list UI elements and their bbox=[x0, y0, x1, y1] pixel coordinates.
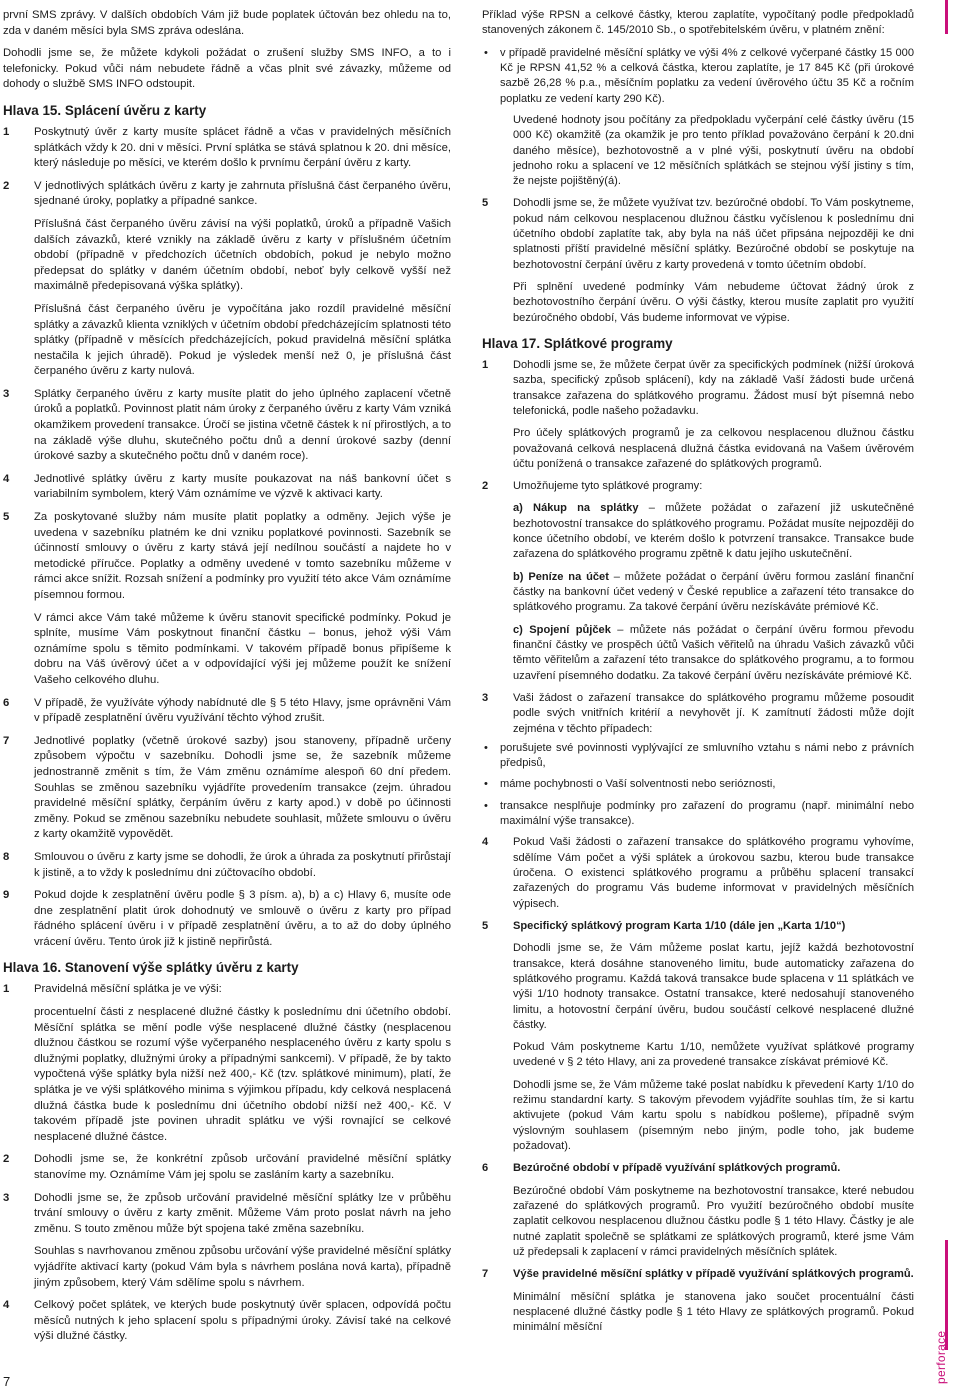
paragraph-text: Smlouvou o úvěru z karty jsme se dohodli, že úrok a úhrada za poskytnutí přirůstají k jistině, a to vždy k poslednímu dni zúčtovacího období. bbox=[34, 850, 451, 879]
section-number: 4 bbox=[3, 1299, 10, 1312]
paragraph-text: – můžete požádat o čerpání úvěru formou zaslání finanční částky na bankovní účet vedený v České republice a zařazení této transakce do splátkového programu. Za takové čerpání úvěru nezískáváte prémiové Kč. bbox=[513, 570, 914, 614]
paragraph bbox=[482, 1078, 914, 1155]
paragraph-text: Dohodli jsme se, že konkrétní způsob určování pravidelné měsíční splátky stanovíme my. Oznámíme Vám jej spolu se zasláním karty a sazebníku. bbox=[34, 1153, 451, 1181]
bullet-item: • porušujete své povinnosti vyplývající ze smluvního vztahu s námi nebo z právních předpisů, bbox=[482, 741, 914, 772]
paragraph bbox=[482, 1184, 914, 1261]
section-number: 7 bbox=[3, 734, 10, 747]
paragraph bbox=[3, 217, 451, 295]
paragraph-text: Umožňujeme tyto splátkové programy: bbox=[513, 480, 703, 493]
paragraph-text: Při splnění uvedené podmínky Vám nebudeme účtovat žádný úrok z bezhotovostního čerpání úvěru. O výši částky, kterou musíte zaplatit pro využití bezúročného období, Vás budeme informovat ve výpise. bbox=[513, 281, 914, 324]
paragraph bbox=[3, 1244, 451, 1291]
paragraph-text: Jednotlivé poplatky (včetně úrokové sazby) jsou stanoveny, případně určeny způsobem výpočtu v sazebníku. Dohodli jsme se, že sazebník můžeme jednostranně změnit s tím, že Vám změnu oznámíme alespoň 60 dní předem. Souhlas se změnou sazebníku vyjádříte provedením transakce (zejm. úhradou pravidelné měsíční splátky, čerpáním úvěru z karty apod.) v době po účinnosti změny. Pokud se změnou sazebníku nebudete souhlasit, můžete smlouvu o úvěru z karty okamžitě vypovědět. bbox=[34, 734, 451, 841]
paragraph-text: V rámci akce Vám také můžeme k úvěru stanovit specifické podmínky. Pokud je splníte, musíme Vám poskytnout finanční částku – bonus, jehož výši Vám oznámíme spolu s těmito podmínkami. V takovém případě bonus připíšeme k dobru na Váš úvěrový účet a v odpovídající výši jej můžeme použít ke snížení Vašeho celkového dluhu. bbox=[34, 611, 451, 686]
paragraph bbox=[3, 1298, 451, 1345]
bullet-item: • v případě pravidelné měsíční splátky ve výši 4% z celkové vyčerpané částky 15 000 Kč je RPSN 41,52 % a celková částka, kterou zaplatíte, je 17 845 Kč (při úrokové sazbě 26,28 % p.a., měsíčním poplatku za vedení úvěrového účtu 35 Kč a ročním poplatku ze vedení karty 290 Kč). bbox=[482, 46, 914, 107]
paragraph bbox=[3, 888, 451, 950]
paragraph bbox=[482, 623, 914, 684]
chapter-heading bbox=[3, 959, 451, 976]
paragraph-text: – můžete požádat o zařazení již uskutečněné bezhotovostní transakce do splátkového programu. Požádat musíte nejpozději do konce účetního období, ve kterém došlo k potvrzení transakce. Transakce bude zařazena do splátkového programu zpětně k datu jejího uskutečnění. bbox=[513, 502, 914, 561]
paragraph-text: V jednotlivých splátkách úvěru z karty je zahrnuta příslušná část čerpaného úvěru, sjednané úroky, poplatky a případné sankce. bbox=[34, 179, 451, 208]
paragraph bbox=[482, 113, 914, 190]
paragraph-text: Splátky čerpaného úvěru z karty musíte platit do jeho úplného zaplacení včetně úroků a poplatků. Povinnost platit nám úroky z čerpaného úvěru z karty Vám vzniká okamžikem provedení transakce. Úročí se jistina včetně částek k ní přirostlých, a to na základě výše dluhu, skutečného počtu dnů a denní úrokové sazby (denní úrokové sazby a skutečného počtu dnů v daném roce). bbox=[34, 387, 451, 463]
paragraph-text: Bezúročné období v případě využívání splátkových programů. bbox=[513, 1162, 841, 1175]
chapter-title: Splátkové programy bbox=[543, 335, 673, 351]
section-number: 6 bbox=[482, 1162, 489, 1175]
paragraph-text: Celkový počet splátek, ve kterých bude poskytnutý úvěr splacen, odpovídá počtu měsíců nutných k jeho splacení spolu s případnými úroky. Závisí také na celkové výši dlužné částky. bbox=[34, 1299, 451, 1343]
paragraph-text: V případě, že využíváte výhody nabídnuté dle § 5 této Hlavy, jsme oprávněni Vám v případě zesplatnění úvěru využívání těchto výhod zrušit. bbox=[34, 696, 451, 725]
paragraph-text: Jednotlivé splátky úvěru z karty musíte poukazovat na náš bankovní účet s variabilním symbolem, který Vám oznámíme ve výzvě k aktivaci karty. bbox=[34, 472, 451, 501]
paragraph bbox=[482, 196, 914, 273]
section-number: 8 bbox=[3, 850, 10, 863]
paragraph-text: Poskytnutý úvěr z karty musíte splácet řádně a včas v pravidelných měsíčních splátkách vždy k 20. dni v měsíci. První splátka se stává splatnou k 20. dni měsíce, který následuje po měsíci, ve kterém došlo k prvnímu čerpání úvěru z karty. bbox=[34, 125, 451, 170]
paragraph-text: Pravidelná měsíční splátka je ve výši: bbox=[34, 983, 222, 996]
section-number: 2 bbox=[482, 480, 489, 493]
paragraph-text: Uvedené hodnoty jsou počítány za předpokladu vyčerpání celé částky úvěru (15 000 Kč) okamžitě (za okamžik je pro tento příklad považováno čerpání k 20.dni daného měsíce), bezhotovostně a v plné výši, poskytnutí úvěru na období jednoho roku a splacení ve 12 měsíčních splátkách se stejnou výší jistiny s tím, že nejste pojištěný(á). bbox=[513, 113, 914, 188]
paragraph bbox=[3, 387, 451, 465]
paragraph bbox=[482, 426, 914, 472]
paragraph bbox=[482, 1161, 914, 1176]
section-number: 3 bbox=[3, 1191, 10, 1204]
paragraph bbox=[3, 611, 451, 689]
paragraph-text: – můžete nás požádat o čerpání úvěru formou převodu finanční částky ve prospěch účtů Vašich věřitelů na úhradu Vašich závazků vůči těmto věřitelům a zařazení této transakce do splátkového programu, a to formou uzavření písemného dodatku. Za takové čerpání úvěru nezískáváte prémiové Kč. bbox=[513, 623, 914, 682]
section-number: 4 bbox=[482, 836, 489, 849]
chapter-heading bbox=[482, 335, 914, 352]
section-number: 1 bbox=[482, 358, 489, 371]
paragraph bbox=[482, 941, 914, 1033]
paragraph-text: Pokud Vám poskytneme Kartu 1/10, nemůžete využívat splátkové programy uvedené v § 2 této Hlavy, ani za provedené transakce získávat prémiové Kč. bbox=[513, 1041, 914, 1069]
paragraph-text: Dohodli jsme se, že můžete využívat tzv. bezúročné období. To Vám poskytneme, pokud nám celkovou nesplacenou dlužnou částku vyčíslenou k poslednímu dni účetního období zaplatíte tak, aby byla na náš účet připsána nejpozději ke dni splatnosti příští pravidelné měsíční splátky. Bezúročné období se poskytuje na bezhotovostní čerpání úvěru z karty provedená v tomto účetním období. bbox=[513, 197, 915, 271]
page-number: 7 bbox=[3, 1374, 11, 1389]
bullet-list bbox=[482, 741, 914, 830]
chapter-label: Hlava 17. bbox=[482, 335, 541, 351]
paragraph bbox=[3, 510, 451, 604]
paragraph-text: Specifický splátkový program Karta 1/10 (dále jen „Karta 1/10“) bbox=[513, 919, 846, 932]
paragraph bbox=[482, 691, 914, 737]
section-number: 6 bbox=[3, 696, 10, 709]
paragraph-text: Dohodli jsme se, že Vám můžeme poslat kartu, jejíž každá bezhotovostní transakce, která dosáhne stanoveného limitu, bude automaticky zařazena do splátkového programu. Každá taková transakce bude splacena v 11 splátkách ve výši 1/10 hodnoty transakce. Ostatní transakce, které nedosahují stanoveného limitu, a hotovostní čerpání úvěru, budou součástí celkové nesplacené dlužné částky. bbox=[513, 942, 914, 1031]
paragraph bbox=[482, 919, 914, 934]
paragraph bbox=[3, 179, 451, 210]
section-number: 5 bbox=[3, 511, 10, 524]
paragraph bbox=[3, 1191, 451, 1238]
program-title: a) Nákup na splátky bbox=[513, 502, 639, 515]
paragraph bbox=[3, 472, 451, 503]
paragraph bbox=[482, 1267, 914, 1282]
section-number: 1 bbox=[3, 125, 10, 138]
paragraph bbox=[3, 696, 451, 727]
paragraph-text: první SMS zprávy. V dalších obdobích Vám již bude poplatek účtován bez ohledu na to, zda v daném měsíci byla SMS zpráva odeslána. bbox=[3, 9, 451, 37]
bullet-list bbox=[482, 46, 914, 107]
section-number: 7 bbox=[482, 1268, 489, 1281]
paragraph bbox=[482, 501, 914, 562]
section-number: 2 bbox=[3, 179, 10, 192]
section-number: 1 bbox=[3, 983, 10, 996]
paragraph bbox=[482, 358, 914, 419]
paragraph bbox=[3, 734, 451, 843]
section-number: 4 bbox=[3, 472, 10, 485]
paragraph-text: procentuelní části z nesplacené dlužné částky k poslednímu dni účetního období. Měsíční splátka se mění podle výše nesplacené dlužné částky (nesplacenou dlužnou částkou se rozumí výše vyčerpaného nesplaceného úvěru z karty spolu s dlužnými poplatky, dlužnými úroky a případnými sankcemi). V případě, že by takto vypočtená výše splátky byla nižší než 400,- Kč (tzv. splátkové minimum), platí, že splátka je ve výši splátkového minima s výjimkou případu, kdy celková nesplacená dlužná částka bude k poslednímu dni účetního období nižší než 400,- Kč. V takovém případě jste povinen uhradit splátku ve výši rovnající se celkové nesplacené dlužné částce. bbox=[34, 1006, 451, 1143]
accent-bar bbox=[945, 0, 948, 34]
paragraph bbox=[482, 479, 914, 494]
paragraph bbox=[482, 835, 914, 912]
paragraph-text: Pro účely splátkových programů je za celkovou nesplacenou dlužnou částku považovaná celková nesplacená dlužná částka evidovaná na Vašem úvěrovém účtu ponížená o transakce zařazené do splátkových programů. bbox=[513, 427, 914, 470]
paragraph-text: Vaši žádost o zařazení transakce do splátkového programu můžeme posoudit podle svých vnitřních kritérií a nevyhovět jí. K zamítnutí žádosti může dojít zejména v těchto případech: bbox=[513, 691, 914, 735]
paragraph bbox=[482, 570, 914, 616]
paragraph-text: Minimální měsíční splátka je stanovena jako součet procentuální části nesplacené dlužné částky podle § 1 této Hlavy ze splátkových programů. Pokud minimální měsíční bbox=[513, 1290, 914, 1334]
chapter-title: Stanovení výše splátky úvěru z karty bbox=[64, 960, 299, 976]
right-column bbox=[482, 8, 914, 1342]
brand-label: perforace bbox=[934, 1330, 948, 1384]
paragraph bbox=[482, 1040, 914, 1071]
chapter-heading bbox=[3, 102, 451, 119]
paragraph bbox=[482, 280, 914, 326]
paragraph bbox=[3, 1152, 451, 1183]
paragraph-text: Pokud Vaši žádosti o zařazení transakce do splátkového programu vyhovíme, sdělíme Vám počet a výši splátek a úrokovou sazbu, kterou bude transakce úročena. O existenci splátkového programu a průběhu splacení transakcí zařazených do programu Vás budeme informovat v pravidelných měsíčních výpisech. bbox=[513, 836, 914, 910]
paragraph bbox=[3, 1005, 451, 1145]
section-number: 9 bbox=[3, 889, 10, 902]
paragraph-text: Pokud dojde k zesplatnění úvěru podle § 3 písm. a), b) a c) Hlavy 6, musíte ode dne zesplatnění platit úrok dohodnutý ve smlouvě o úvěru z karty pro případ řádného splácení úvěru i v případě zesplatnění úvěru, a to až do doby úplného vrácení úvěru. Tento úrok již k jistině nepřirůstá. bbox=[34, 889, 451, 948]
paragraph-text: Výše pravidelné měsíční splátky v případě využívání splátkových programů. bbox=[513, 1268, 914, 1281]
section-number: 2 bbox=[3, 1153, 10, 1166]
section-number: 3 bbox=[482, 691, 489, 704]
bullet-item: • máme pochybnosti o Vaší solventnosti nebo serióznosti, bbox=[482, 777, 914, 792]
left-column bbox=[3, 8, 451, 1352]
paragraph-text: Bezúročné období Vám poskytneme na bezhotovostní transakce, které nebudou zařazené do splátkových programů. Pro využití bezúročného období musíte zaplatit celkovou nesplacenou dlužnou částku podle § 1 této Hlavy. Částky je ale nutné zaplatit společně se splátkami ze splátkových programů, které jsme Vám už předepsali k zaplacení v rámci pravidelných měsíčních splátek. bbox=[513, 1184, 914, 1258]
chapter-label: Hlava 15. bbox=[3, 102, 62, 118]
section-number: 3 bbox=[3, 387, 10, 400]
paragraph-text: Dohodli jsme se, že můžete kdykoli požádat o zrušení služby SMS INFO, a to i telefonicky. Pokud vůči nám nebudete řádně a včas plnit své závazky, můžeme od dohody o službě SMS INFO odstoupit. bbox=[3, 47, 451, 91]
paragraph-text: Dohodli jsme se, že Vám můžeme také poslat nabídku k převedení Karty 1/10 do režimu standardní karty. S takovým převodem vyjádříte souhlas tím, že si kartu aktivujete (pokud Vám kartu spolu s nabídkou pošleme), případně svým výslovným souhlasem (písemným nebo jiným, podle toho, jak budeme požadovat). bbox=[513, 1078, 914, 1152]
paragraph bbox=[482, 1290, 914, 1336]
paragraph bbox=[3, 850, 451, 881]
program-title: b) Peníze na účet bbox=[513, 570, 609, 583]
paragraph-text: Dohodli jsme se, že způsob určování pravidelné měsíční splátky lze v průběhu trvání smlouvy o úvěru z karty změnit. Můžeme Vám proto poslat návrh na jeho změnu. S touto změnou může být spojena také změna sazebníku. bbox=[34, 1191, 451, 1235]
paragraph bbox=[3, 46, 451, 93]
paragraph-text: Příklad výše RPSN a celkové částky, kterou zaplatíte, vypočítaný podle předpokladů stanovených zákonem č. 145/2010 Sb., o spotřebitelském úvěru, v platném znění: bbox=[482, 9, 914, 37]
section-number: 5 bbox=[482, 197, 489, 210]
paragraph bbox=[3, 982, 451, 998]
paragraph bbox=[482, 8, 914, 39]
section-number: 5 bbox=[482, 919, 489, 932]
chapter-label: Hlava 16. bbox=[3, 960, 62, 976]
program-title: c) Spojení půjček bbox=[513, 623, 611, 636]
paragraph-text: Souhlas s navrhovanou změnou způsobu určování výše pravidelné měsíční splátky vyjádříte aktivací karty (pokud Vám byla s návrhem poslána nová karta), případně jiným způsobem, který Vám sdělíme spolu s návrhem. bbox=[34, 1245, 451, 1289]
paragraph-text: Dohodli jsme se, že můžete čerpat úvěr za specifických podmínek (nižší úroková sazba, specifický způsob splácení), kdy na základě Vaší žádosti bude určená transakce zařazena do splátkového programu. Žádost musí být písemná nebo telefonická, podle našeho požadavku. bbox=[513, 358, 914, 417]
paragraph bbox=[3, 8, 451, 39]
bullet-item: • transakce nesplňuje podmínky pro zařazení do programu (např. minimální nebo maximální výše transakce). bbox=[482, 799, 914, 830]
paragraph-text: Příslušná část čerpaného úvěru je vypočítána jako rozdíl pravidelné měsíční splátky a závazků klienta vzniklých v účetním období předcházejícím splatnosti této splátky (případně v měsících předcházejících, pokud pravidelná měsíční splátka nestačila k jejich úhradě). Pokud je výsledek menší než 0, je příslušná část čerpaného úvěru z karty nulová. bbox=[34, 302, 451, 378]
paragraph-text: Příslušná část čerpaného úvěru závisí na výši poplatků, úroků a případně Vašich dalších závazků, které vznikly na základě úvěru z karty v příslušném účetním období (případně v předchozích účetních obdobích, pokud je nebylo možno předepsat do splátky v daném účetním období, neboť byly celkově vyšší než maximálně předepisovaná výška splátky). bbox=[34, 217, 451, 293]
paragraph-text: Za poskytované služby nám musíte platit poplatky a odměny. Jejich výše je uvedena v sazebníku platném ke dni vzniku poplatkové povinnosti. Sazebník se účinností smlouvy o úvěru z karty stává její nedílnou součástí a najdete ho v metodické příručce. Poplatky a odměny uvedené v tomto sazebníku můžeme v rámci akce snížit. Rozsah snížení a podmínky pro využití této akce Vám oznámíme písemnou formou. bbox=[34, 511, 451, 601]
paragraph bbox=[3, 302, 451, 380]
paragraph bbox=[3, 125, 451, 172]
chapter-title: Splácení úvěru z karty bbox=[64, 102, 207, 118]
